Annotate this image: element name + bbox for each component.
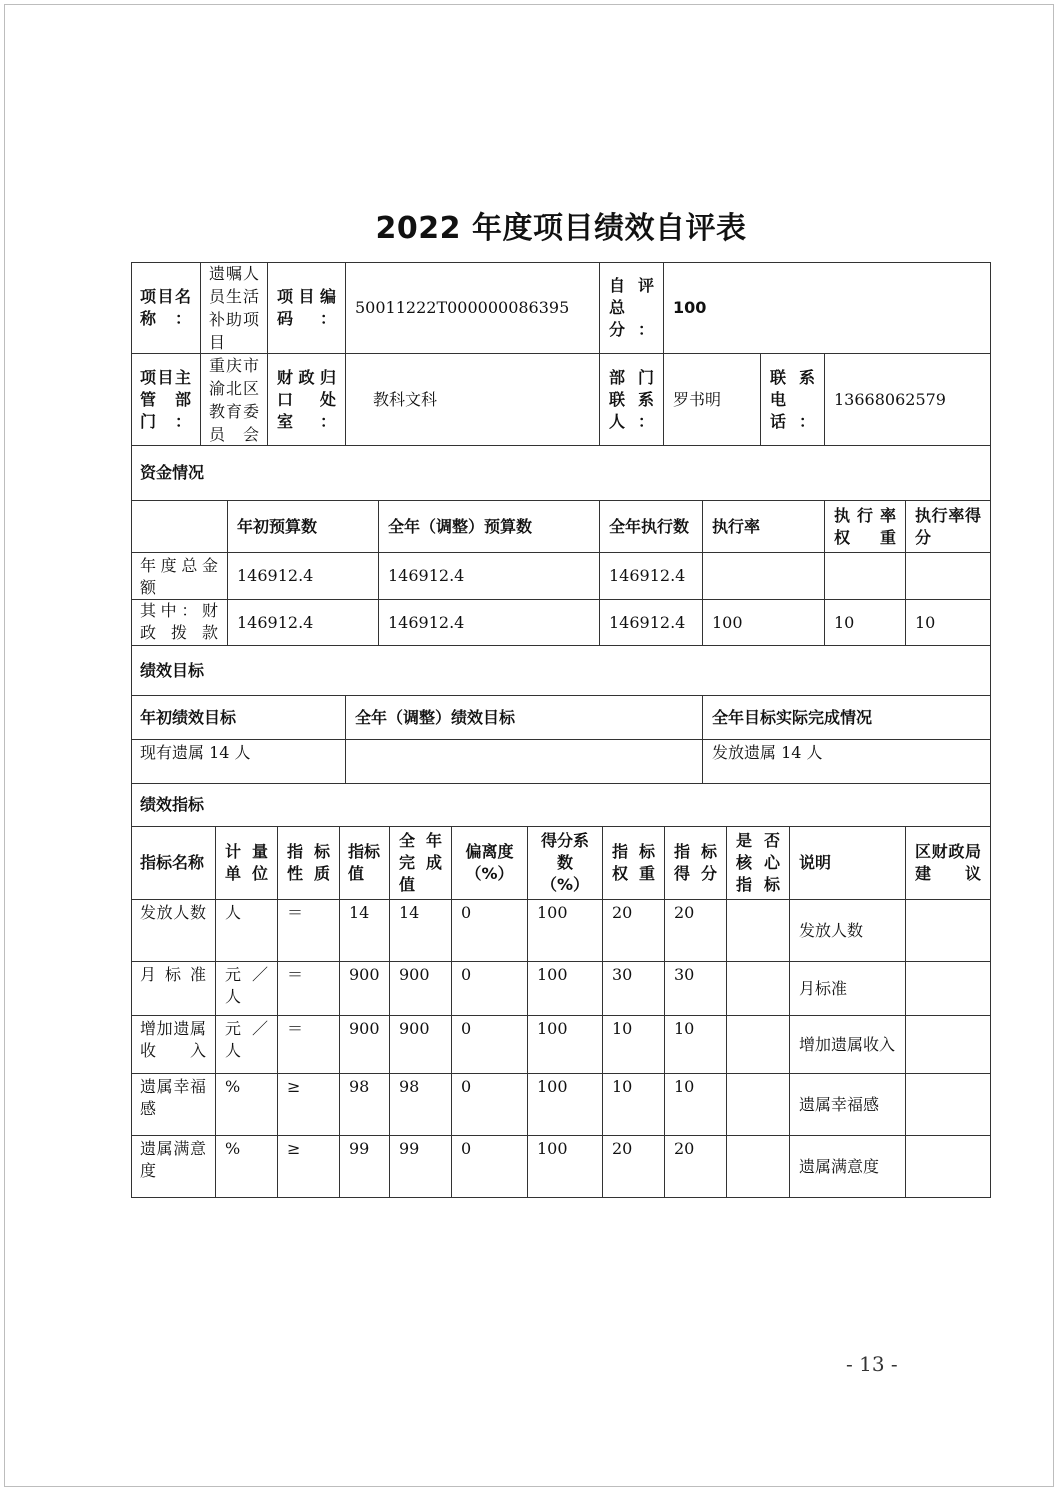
- ind-cell-score: 20: [665, 900, 727, 962]
- ind-header-advice: 区财政局建议: [906, 827, 991, 900]
- ind-header-score: 指标得分: [665, 827, 727, 900]
- funds-section-title: 资金情况: [131, 446, 991, 501]
- ind-cell-note: 遗属幸福感: [790, 1074, 906, 1136]
- goals-initial-value: 现有遗属 14 人: [131, 740, 346, 784]
- ind-cell-advice: [906, 1074, 991, 1136]
- self-score-value: 100: [664, 262, 991, 354]
- ind-cell-score: 10: [665, 1016, 727, 1074]
- funds-header-rate-weight: 执行率权重: [825, 501, 906, 553]
- ind-header-value: 指标值: [340, 827, 390, 900]
- ind-cell-weight: 10: [603, 1016, 665, 1074]
- contact-value: 罗书明: [664, 354, 761, 446]
- ind-cell-weight: 20: [603, 900, 665, 962]
- funds-cell: 146912.4: [228, 553, 379, 600]
- ind-cell-advice: [906, 900, 991, 962]
- ind-cell-nature: ＝: [278, 962, 340, 1016]
- ind-cell-deviation: 0: [452, 900, 528, 962]
- goals-header-adjusted: 全年（调整）绩效目标: [346, 696, 703, 740]
- ind-cell-unit: 人: [216, 900, 278, 962]
- ind-cell-note: 遗属满意度: [790, 1136, 906, 1198]
- ind-cell-coefficient: 100: [528, 1136, 603, 1198]
- ind-cell-completed: 900: [390, 962, 452, 1016]
- page-number: - 13 -: [846, 1352, 898, 1376]
- ind-cell-value: 99: [340, 1136, 390, 1198]
- ind-cell-weight: 30: [603, 962, 665, 1016]
- funds-cell: 10: [825, 600, 906, 646]
- ind-cell-name: 发放人数: [131, 900, 216, 962]
- ind-cell-core: [727, 900, 790, 962]
- ind-cell-advice: [906, 1016, 991, 1074]
- ind-cell-note: 发放人数: [790, 900, 906, 962]
- ind-cell-note: 增加遗属收入: [790, 1016, 906, 1074]
- ind-header-name: 指标名称: [131, 827, 216, 900]
- ind-cell-score: 10: [665, 1074, 727, 1136]
- ind-cell-weight: 10: [603, 1074, 665, 1136]
- goals-adjusted-value: [346, 740, 703, 784]
- ind-header-weight: 指标权重: [603, 827, 665, 900]
- ind-cell-deviation: 0: [452, 962, 528, 1016]
- ind-cell-unit: %: [216, 1136, 278, 1198]
- ind-cell-advice: [906, 962, 991, 1016]
- goals-header-actual: 全年目标实际完成情况: [703, 696, 991, 740]
- ind-cell-name: 遗属幸福感: [131, 1074, 216, 1136]
- ind-header-deviation: 偏离度（%）: [452, 827, 528, 900]
- self-score-label: 自评总分：: [600, 262, 664, 354]
- funds-cell: [703, 553, 825, 600]
- evaluation-table: [131, 262, 991, 1198]
- finance-office-label: 财政归口处室：: [268, 354, 346, 446]
- ind-cell-nature: ≥: [278, 1136, 340, 1198]
- project-name-label: 项目名称：: [131, 262, 201, 354]
- goals-header-initial: 年初绩效目标: [131, 696, 346, 740]
- indicators-section-title: 绩效指标: [131, 784, 991, 827]
- funds-header-adjusted-budget: 全年（调整）预算数: [379, 501, 600, 553]
- ind-cell-name: 月标准: [131, 962, 216, 1016]
- phone-value: 13668062579: [825, 354, 991, 446]
- funds-row-label: 其中：财政拨款: [131, 600, 228, 646]
- ind-cell-core: [727, 1136, 790, 1198]
- funds-cell: 100: [703, 600, 825, 646]
- ind-cell-deviation: 0: [452, 1016, 528, 1074]
- ind-cell-completed: 14: [390, 900, 452, 962]
- ind-cell-unit: 元／人: [216, 962, 278, 1016]
- ind-cell-name: 增加遗属收入: [131, 1016, 216, 1074]
- ind-cell-completed: 900: [390, 1016, 452, 1074]
- funds-cell: 146912.4: [228, 600, 379, 646]
- ind-cell-note: 月标准: [790, 962, 906, 1016]
- funds-header-initial-budget: 年初预算数: [228, 501, 379, 553]
- ind-header-nature: 指标性质: [278, 827, 340, 900]
- ind-cell-advice: [906, 1136, 991, 1198]
- ind-header-coefficient: 得分系数（%）: [528, 827, 603, 900]
- ind-cell-unit: %: [216, 1074, 278, 1136]
- funds-cell: [825, 553, 906, 600]
- ind-cell-coefficient: 100: [528, 962, 603, 1016]
- funds-cell: 146912.4: [600, 553, 703, 600]
- goals-actual-value: 发放遗属 14 人: [703, 740, 991, 784]
- ind-cell-deviation: 0: [452, 1074, 528, 1136]
- ind-cell-completed: 98: [390, 1074, 452, 1136]
- ind-cell-value: 900: [340, 962, 390, 1016]
- ind-header-core: 是否核心指标: [727, 827, 790, 900]
- ind-header-unit: 计量单位: [216, 827, 278, 900]
- funds-cell: 10: [906, 600, 991, 646]
- funds-header-blank: [131, 501, 228, 553]
- project-name-value: 遗嘱人员生活补助项目: [201, 262, 268, 354]
- ind-cell-coefficient: 100: [528, 900, 603, 962]
- ind-cell-value: 98: [340, 1074, 390, 1136]
- ind-header-completed: 全年完成值: [390, 827, 452, 900]
- dept-value: 重庆市渝北区教育委员会: [201, 354, 268, 446]
- ind-cell-value: 14: [340, 900, 390, 962]
- funds-row-label: 年度总金额: [131, 553, 228, 600]
- ind-cell-coefficient: 100: [528, 1074, 603, 1136]
- funds-header-exec-rate: 执行率: [703, 501, 825, 553]
- funds-cell: 146912.4: [379, 553, 600, 600]
- contact-label: 部门联系人：: [600, 354, 664, 446]
- finance-office-value: 教科文科: [346, 354, 600, 446]
- ind-cell-score: 30: [665, 962, 727, 1016]
- phone-label: 联系电话：: [761, 354, 825, 446]
- ind-cell-nature: ＝: [278, 1016, 340, 1074]
- ind-cell-coefficient: 100: [528, 1016, 603, 1074]
- ind-cell-completed: 99: [390, 1136, 452, 1198]
- project-code-label: 项目编码：: [268, 262, 346, 354]
- goals-section-title: 绩效目标: [131, 646, 991, 696]
- funds-header-rate-score: 执行率得分: [906, 501, 991, 553]
- ind-cell-value: 900: [340, 1016, 390, 1074]
- funds-cell: 146912.4: [600, 600, 703, 646]
- ind-cell-core: [727, 1016, 790, 1074]
- ind-cell-unit: 元／人: [216, 1016, 278, 1074]
- ind-cell-core: [727, 962, 790, 1016]
- ind-cell-nature: ≥: [278, 1074, 340, 1136]
- project-code-value: 50011222T000000086395: [346, 262, 600, 354]
- funds-header-executed: 全年执行数: [600, 501, 703, 553]
- ind-cell-score: 20: [665, 1136, 727, 1198]
- page-title: 2022 年度项目绩效自评表: [375, 211, 747, 246]
- ind-cell-name: 遗属满意度: [131, 1136, 216, 1198]
- ind-header-note: 说明: [790, 827, 906, 900]
- dept-label: 项目主管部门：: [131, 354, 201, 446]
- funds-cell: [906, 553, 991, 600]
- ind-cell-core: [727, 1074, 790, 1136]
- ind-cell-deviation: 0: [452, 1136, 528, 1198]
- ind-cell-nature: ＝: [278, 900, 340, 962]
- funds-cell: 146912.4: [379, 600, 600, 646]
- ind-cell-weight: 20: [603, 1136, 665, 1198]
